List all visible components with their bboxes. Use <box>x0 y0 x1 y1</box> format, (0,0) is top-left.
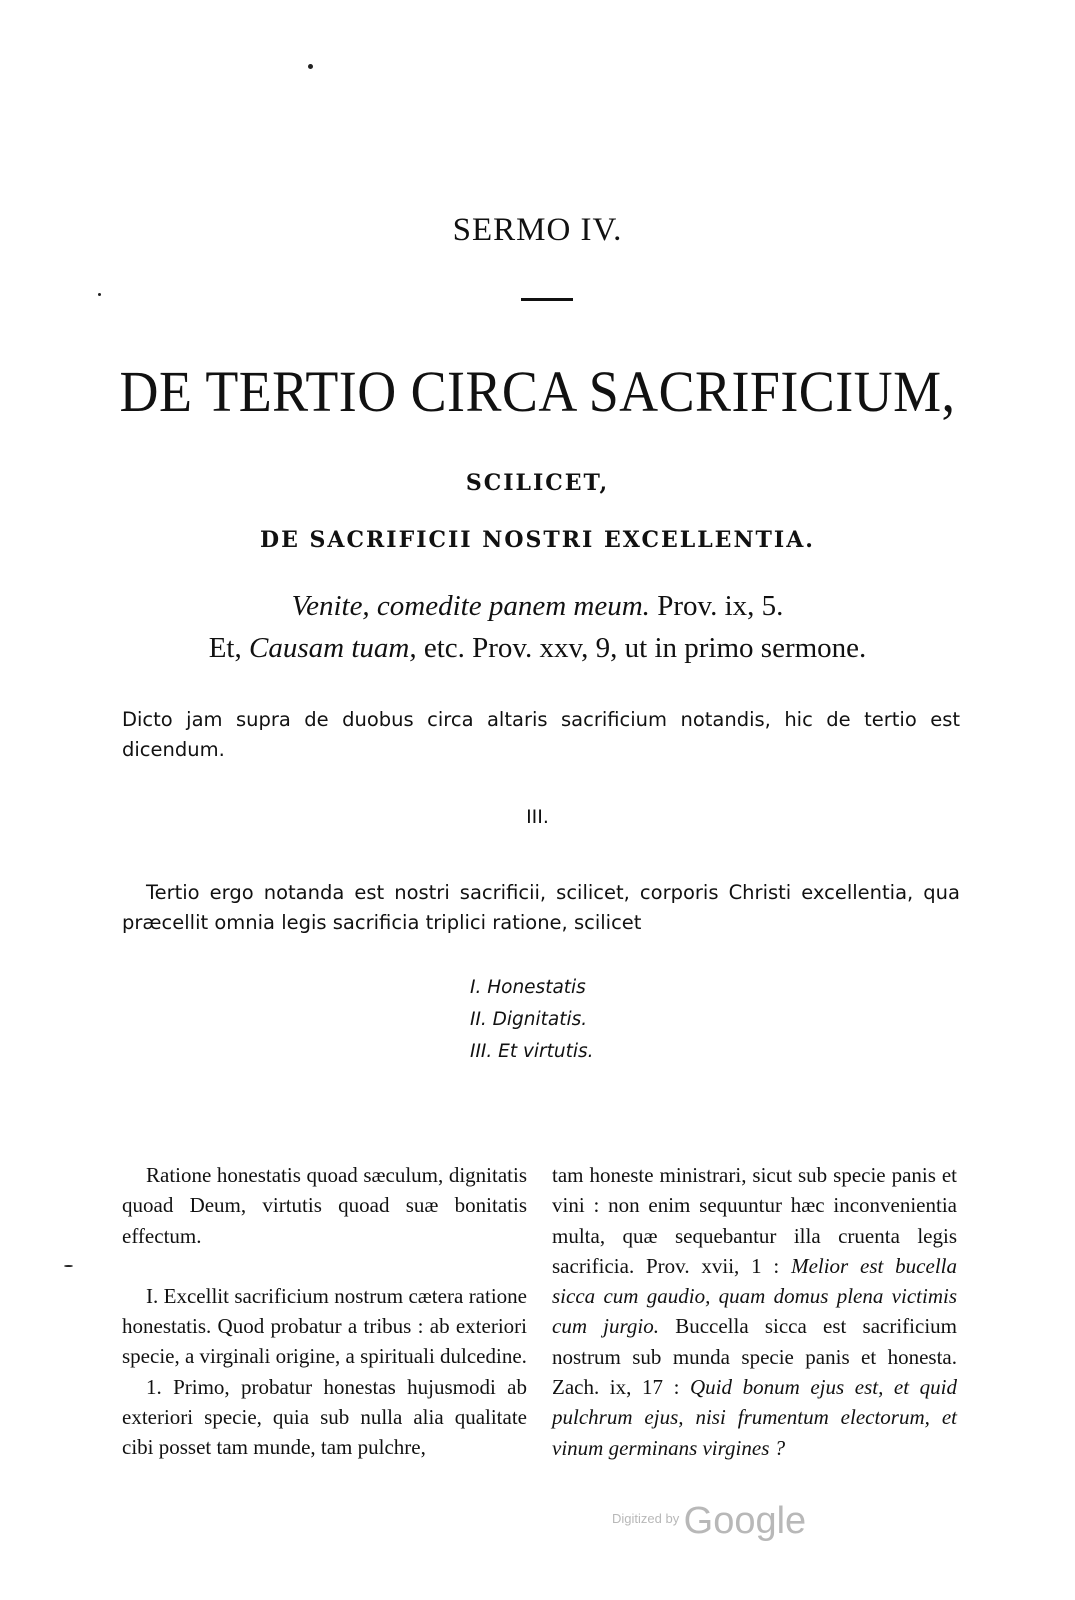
scripture-ref-1: Prov. ix, 5. <box>649 590 784 622</box>
scripture-line-1 <box>0 590 1075 623</box>
scripture-start-2: Et, <box>208 632 249 664</box>
rationes-list <box>470 972 594 1068</box>
watermark-google-logo: Google <box>683 1500 807 1542</box>
ratio-item: III. Et virtutis. <box>470 1041 594 1062</box>
sermon-number: SERMO IV. <box>452 212 623 248</box>
scan-speck <box>98 293 101 296</box>
right-text-1: tam honeste ministrari, sicut sub specie panis et vini : non enim sequuntur hæc inconvenientia multa, quæ sequebantur illa cruenta legis sacrificia. Prov. xvii, 1 : <box>552 1163 957 1278</box>
ratio-item: I. Honestatis <box>470 977 586 998</box>
tertio-paragraph: Tertio ergo notanda est nostri sacrificii, scilicet, corporis Christi excellentia, qua præcellit omnia legis sacrificia triplici ratione, scilicet <box>122 881 960 934</box>
scripture-line-2 <box>0 632 1075 665</box>
ratio-item: II. Dignitatis. <box>470 1009 588 1030</box>
right-paragraph <box>552 1160 957 1463</box>
right-column <box>552 1160 957 1463</box>
main-title: DE TERTIO CIRCA SACRIFICIUM, <box>119 359 956 424</box>
left-paragraph-1: Ratione honestatis quoad sæculum, dignitatis quoad Deum, virtutis quoad suæ bonitatis effectum. <box>122 1163 527 1248</box>
right-quote-1: Melior est bucella sicca cum gaudio, quam domus plena victimis cum jurgio. <box>552 1253 957 1339</box>
section-number: III. <box>526 806 549 828</box>
scripture-quote-1: Venite, comedite panem meum. <box>291 590 650 622</box>
scripture-quote-2: Causam tuam, <box>249 632 417 664</box>
scripture-ref-2: etc. Prov. xxv, 9, ut in primo sermone. <box>416 632 867 664</box>
left-paragraph-3: 1. Primo, probatur honestas hujusmodi ab exteriori specie, quia sub nulla alia qualitate cibi posset tam munde, tam pulchre, <box>122 1374 527 1460</box>
subtitle-excellentia: DE SACRIFICII NOSTRI EXCELLENTIA. <box>260 527 815 553</box>
left-paragraph-2: I. Excellit sacrificium nostrum cætera ratione honestatis. Quod probatur a tribus : ab exteriori specie, a virginali origine, a spirituali dulcedine. <box>122 1283 527 1369</box>
watermark-digitized: Digitized by <box>612 1511 680 1526</box>
right-quote-2: Quid bonum ejus est, et quid pulchrum ejus, nisi frumentum electorum, et vinum germinans virgines ? <box>552 1375 958 1460</box>
scan-speck <box>308 64 313 69</box>
google-watermark <box>612 1500 806 1543</box>
title-divider <box>521 298 573 301</box>
subtitle-scilicet: SCILICET, <box>465 470 610 496</box>
right-text-2: Buccella sicca est sacrificium nostrum sub munda specie panis et honesta. Zach. ix, 17 : <box>552 1314 957 1400</box>
scan-speck <box>64 1265 73 1267</box>
intro-paragraph: Dicto jam supra de duobus circa altaris sacrificium notandis, hic de tertio est dicendum. <box>122 708 960 761</box>
left-column <box>122 1160 527 1463</box>
